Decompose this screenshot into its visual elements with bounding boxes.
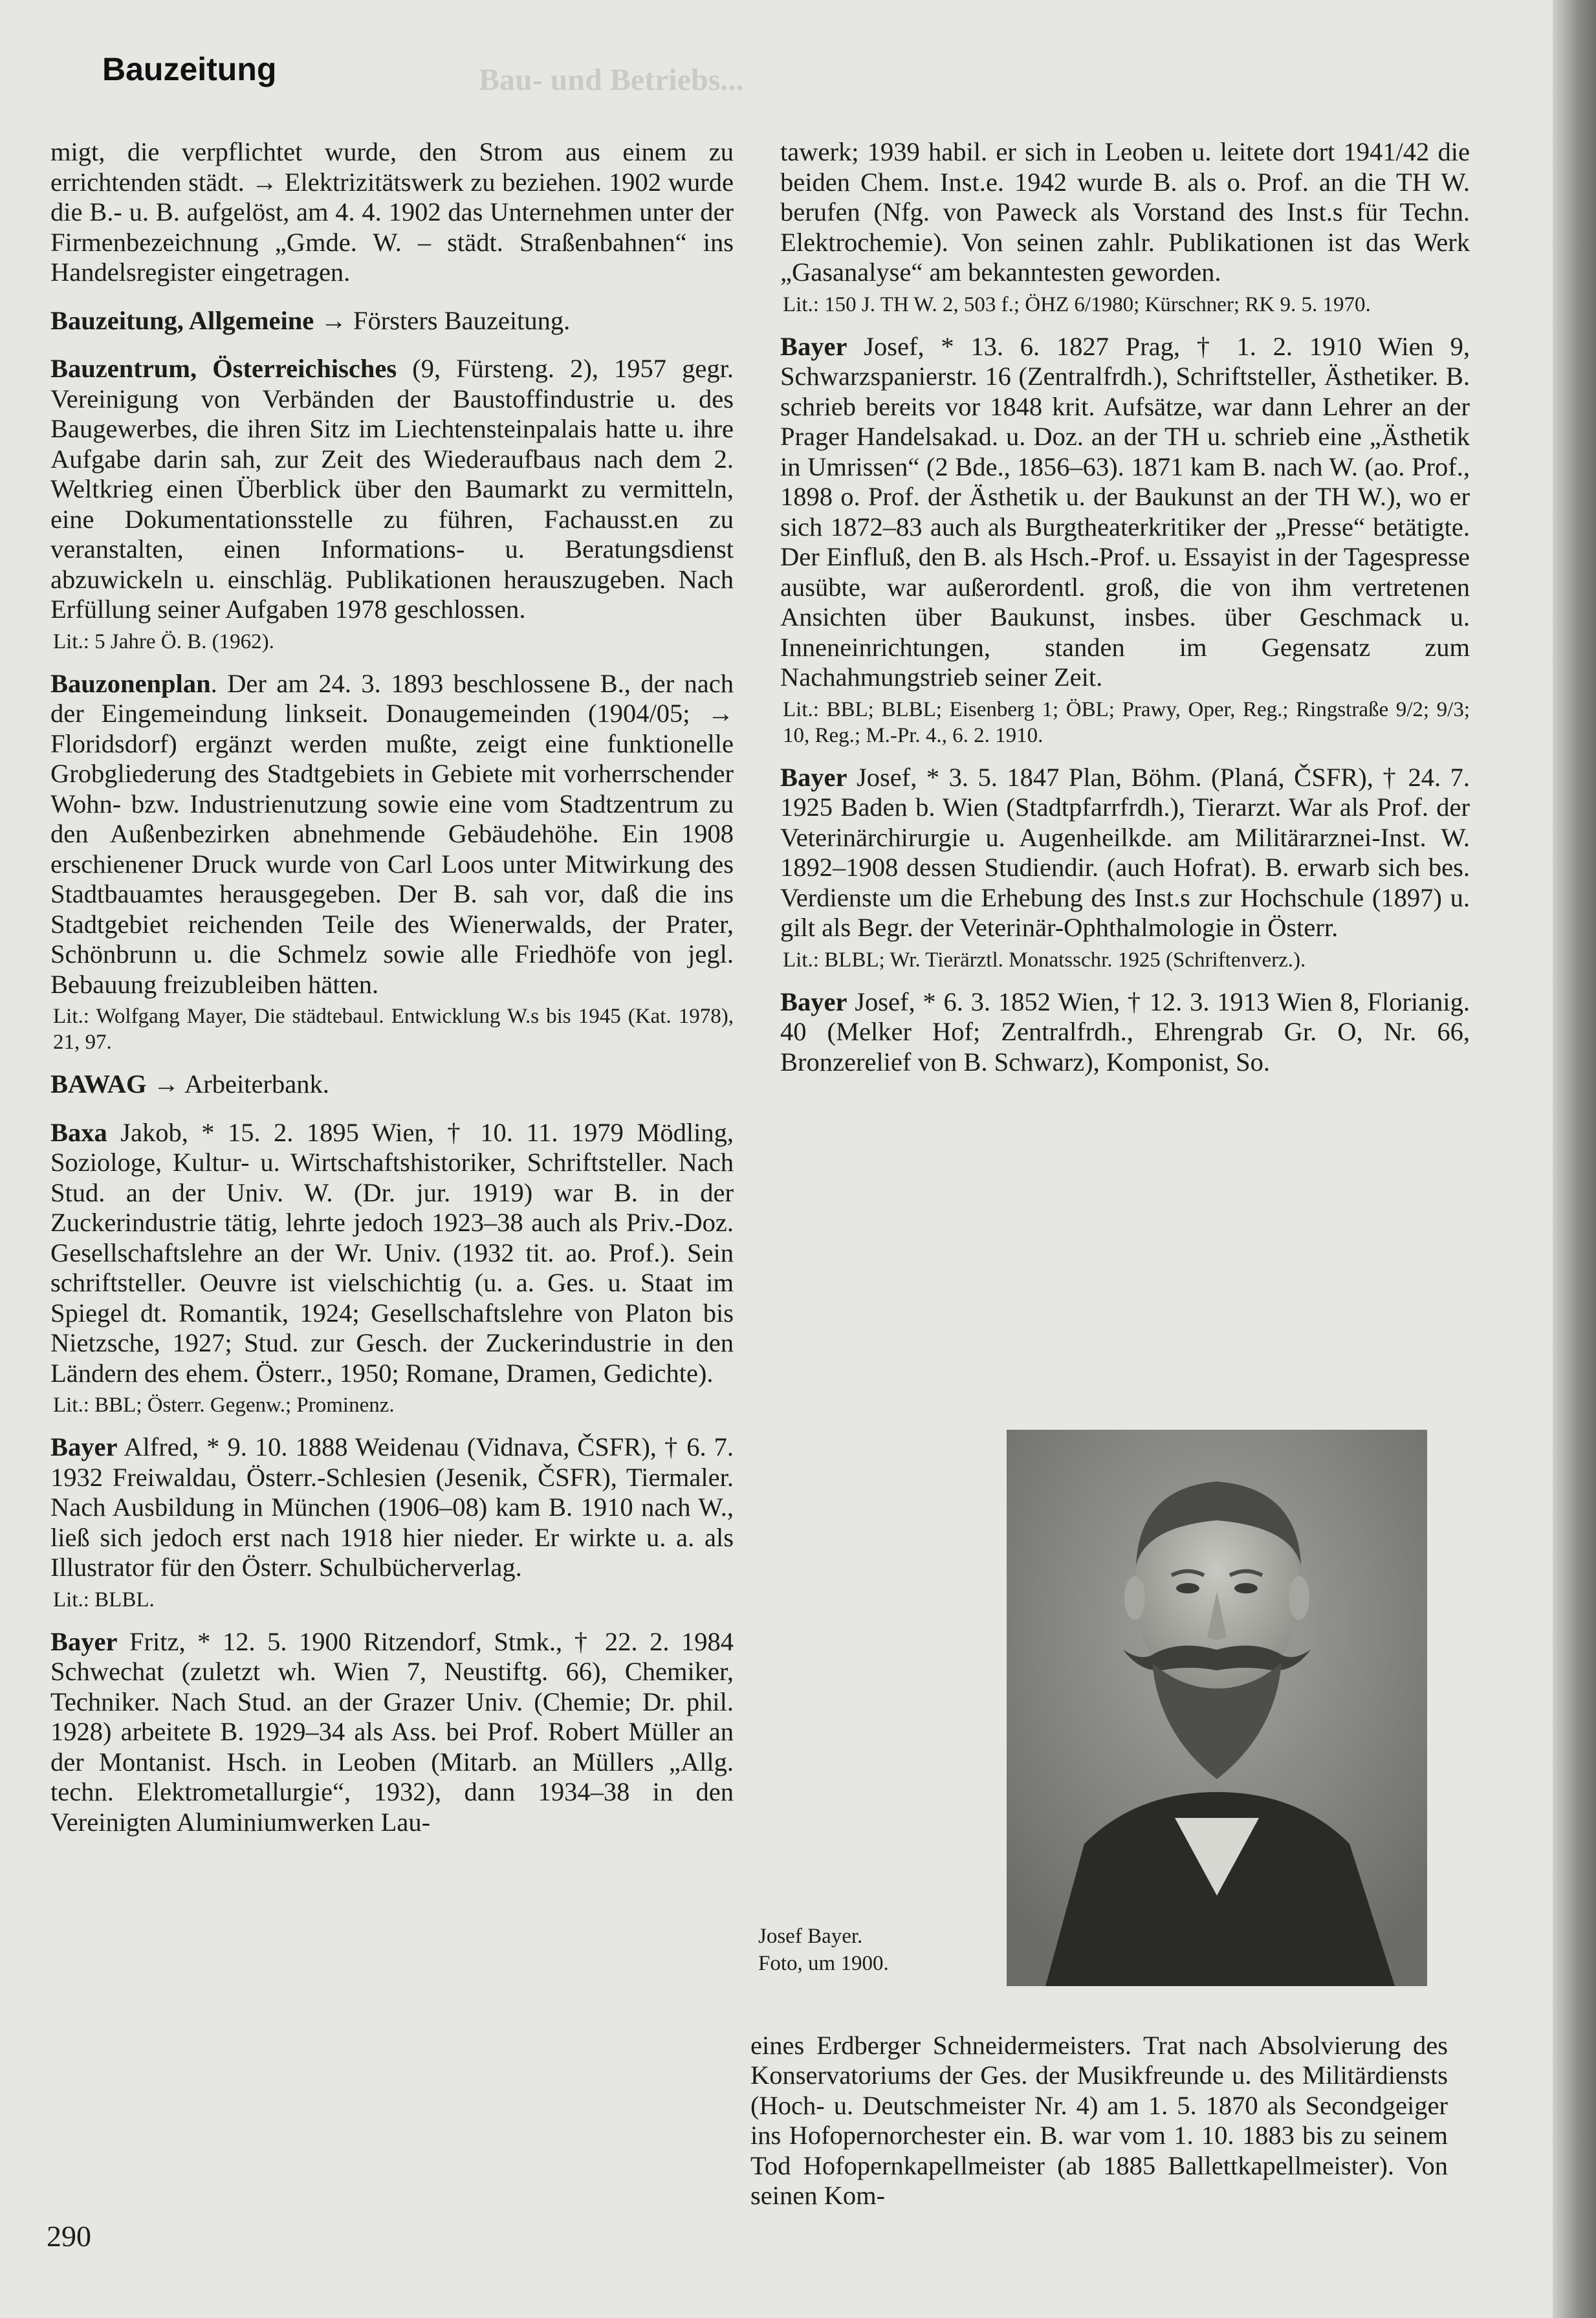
- entry-text: Josef, * 3. 5. 1847 Plan, Böhm. (Planá, ČSFR), † 24. 7. 1925 Baden b. Wien (Stadtpfarrfrdh.), Tierarzt. War als Prof. der Veterinärchirurgie u. Augenheilkde. am Militärarznei-Inst. W. 1892–1908 dessen Studiendir. (auch Hofrat). B. erwarb sich bes. Verdienste um die Erhebung des Inst.s zur Hochschule (1897) u. gilt als Begr. der Veterinär-Ophthalmologie in Österr.: [780, 762, 1470, 942]
- entry-text: Fritz, * 12. 5. 1900 Ritzendorf, Stmk., † 22. 2. 1984 Schwechat (zuletzt wh. Wien 7, Neustiftg. 66), Chemiker, Techniker. Nach Stud. an der Grazer Univ. (Chemie; Dr. phil. 1928) arbeitete B. 1929–34 als Ass. bei Prof. Robert Müller an der Montanist. Hsch. in Leoben (Mitarb. an Müllers „Allg. techn. Elektrometallurgie“, 1932), dann 1934–38 in den Vereinigten Aluminiumwerken Lau-: [50, 1626, 734, 1837]
- portrait-photo: [1007, 1430, 1427, 1986]
- literature-note: Lit.: BLBL.: [53, 1588, 155, 1612]
- entry-bayer-josef-1852: [780, 987, 1470, 1078]
- entry-text: (9, Fürsteng. 2), 1957 gegr. Vereinigung von Verbänden der Baustoffindustrie u. des Baugewerbes, die ihren Sitz im Liechtensteinpalais hatte u. ihre Aufgabe darin sah, zur Zeit des Wiederaufbaus nach dem 2. Weltkrieg einen Überblick über den Baumarkt zu vermitteln, eine Dokumentationsstelle zu führen, Fachausst.en zu veranstalten, einen Informations- u. Beratungsdienst abzuwickeln u. einschläg. Publikationen herauszugeben. Nach Erfüllung seiner Aufgaben 1978 geschlossen.: [50, 354, 734, 624]
- caption-line: Josef Bayer.: [758, 1925, 863, 1948]
- entry-headword: Bayer: [780, 331, 847, 361]
- entry-bauzeitung-allgemeine: [50, 306, 734, 336]
- literature-note: Lit.: BLBL; Wr. Tierärztl. Monatsschr. 1925 (Schriftenverz.).: [783, 948, 1306, 972]
- entry-text: Josef, * 13. 6. 1827 Prag, † 1. 2. 1910 Wien 9, Schwarzspanierstr. 16 (Zentralfrdh.), Schriftsteller, Ästhetiker. B. schrieb bereits vor 1848 krit. Aufsätze, war dann Lehrer an der Prager Handelsakad. u. Doz. an der TH u. schrieb eine „Ästhetik in Umrissen“ (2 Bde., 1856–63). 1871 kam B. nach W. (ao. Prof., 1898 o. Prof. der Ästhetik u. der Baukunst an der TH W.), wo er sich 1872–83 auch als Burgtheaterkritiker der „Presse“ betätigte. Der Einfluß, den B. als Hsch.-Prof. u. Essayist in der Tagespresse ausübte, war außerordentl. groß, die von ihm vertretenen Ansichten über Baukunst, insbes. über Geschmack u. Inneneinrichtungen, standen im Gegensatz zum Nachahmungstrieb seiner Zeit.: [780, 331, 1470, 692]
- page-number: 290: [47, 2220, 91, 2253]
- literature-note: Lit.: BBL; Österr. Gegenw.; Prominenz.: [53, 1394, 395, 1417]
- entry-text: Josef, * 6. 3. 1852 Wien, † 12. 3. 1913 Wien 8, Florianig. 40 (Melker Hof; Zentralfrdh., Ehrengrab Gr. O, Nr. 66, Bronzerelief von B. Schwarz), Komponist, So.: [780, 987, 1470, 1077]
- entry-text: Alfred, * 9. 10. 1888 Weidenau (Vidnava, ČSFR), † 6. 7. 1932 Freiwaldau, Österr.-Schlesien (Jesenik, ČSFR), Tiermaler. Nach Ausbildung in München (1906–08) kam B. 1910 nach W., ließ sich jedoch erst nach 1918 hier nieder. Er wirkte u. a. als Illustrator für den Österr. Schulbücherverlag.: [50, 1432, 734, 1582]
- entry-text: → Försters Bauzeitung.: [314, 305, 571, 335]
- literature-note: Lit.: BBL; BLBL; Eisenberg 1; ÖBL; Prawy, Oper, Reg.; Ringstraße 9/2; 9/3; 10, Reg.; M.-Pr. 4., 6. 2. 1910.: [783, 697, 1470, 747]
- entry-baxa-jakob: [50, 1118, 734, 1389]
- entry-headword: Baxa: [50, 1117, 107, 1147]
- entry-text: . Der am 24. 3. 1893 beschlossene B., der nach der Eingemeindung linkseit. Donaugemeinden (1904/05; → Floridsdorf) ergänzt werden mußte, zeigt eine funktionelle Grobgliederung des Stadtgebiets in Gebiete mit vorherrschender Wohn- bzw. Industrienutzung sowie eine vom Stadtzentrum zu den Außenbezirken abnehmende Gebäudehöhe. Ein 1908 erschienener Druck wurde von Carl Loos unter Mitwirkung des Stadtbauamtes herausgegeben. Der B. sah vor, daß die ins Stadtgebiet reichenden Teile des Wienerwalds, der Prater, Schönbrunn u. die Schmelz sowie alle Friedhöfe von jegl. Bebauung freizubleiben hätten.: [50, 668, 734, 999]
- running-header: Bauzeitung: [102, 51, 277, 87]
- continued-paragraph: tawerk; 1939 habil. er sich in Leoben u. leitete dort 1941/42 die beiden Chem. Inst.e. 1942 wurde B. als o. Prof. an die TH W. berufen (Nfg. von Paweck als Vorstand des Inst.s für Techn. Elektrochemie). Von seinen zahlr. Publikationen ist das Werk „Gasanalyse“ am bekanntesten geworden.: [780, 137, 1470, 287]
- entry-headword: BAWAG: [50, 1069, 147, 1099]
- right-column: [780, 137, 1470, 1081]
- bleed-through-text: Bau- und Betriebs...: [479, 63, 744, 97]
- entry-text: → Arbeiterbank.: [146, 1069, 329, 1099]
- literature-note: Lit.: 150 J. TH W. 2, 503 f.; ÖHZ 6/1980; Kürschner; RK 9. 5. 1970.: [783, 292, 1371, 316]
- entry-text: Jakob, * 15. 2. 1895 Wien, † 10. 11. 1979 Mödling, Soziologe, Kultur- u. Wirtschaftshistoriker, Schriftsteller. Nach Stud. an der Univ. W. (Dr. jur. 1919) war B. in der Zuckerindustrie tätig, lehrte jedoch 1923–38 auch als Priv.-Doz. Gesellschaftslehre an der Wr. Univ. (1932 tit. ao. Prof.). Sein schriftsteller. Oeuvre ist vielschichtig (u. a. Ges. u. Staat im Spiegel dt. Romantik, 1924; Gesellschaftslehre von Platon bis Nietzsche, 1927; Stud. zur Gesch. der Zuckerindustrie in den Ländern des ehem. Österr., 1950; Romane, Dramen, Gedichte).: [50, 1117, 734, 1388]
- photo-caption: [758, 1923, 991, 1977]
- entry-bawag: [50, 1069, 734, 1100]
- entry-headword: Bayer: [50, 1626, 118, 1656]
- portrait-illustration: [1007, 1430, 1427, 1986]
- entry-headword: Bauzeitung, Allgemeine: [50, 305, 314, 335]
- entry-bauzonenplan: [50, 669, 734, 1000]
- entry-bayer-josef-1847: [780, 763, 1470, 943]
- page-edge: [1553, 0, 1596, 2318]
- entry-bayer-fritz: [50, 1627, 734, 1838]
- left-column: [50, 137, 734, 1841]
- entry-headword: Bauzentrum, Österreichisches: [50, 354, 397, 383]
- entry-headword: Bayer: [780, 987, 847, 1016]
- entry-headword: Bauzonenplan: [50, 668, 211, 698]
- entry-bayer-josef-1827: [780, 332, 1470, 693]
- entry-headword: Bayer: [780, 762, 847, 792]
- continued-paragraph: migt, die verpflichtet wurde, den Strom aus einem zu errichtenden städt. → Elektrizitätswerk zu beziehen. 1902 wurde die B.- u. B. aufgelöst, am 4. 4. 1902 das Unternehmen unter der Firmenbezeichnung „Gmde. W. – städt. Straßenbahnen“ ins Handelsregister eingetragen.: [50, 137, 734, 287]
- literature-note: Lit.: 5 Jahre Ö. B. (1962).: [53, 629, 274, 653]
- entry-headword: Bayer: [50, 1432, 118, 1461]
- entry-bauzentrum: [50, 354, 734, 625]
- literature-note: Lit.: Wolfgang Mayer, Die städtebaul. Entwicklung W.s bis 1945 (Kat. 1978), 21, 97.: [53, 1005, 734, 1054]
- entry-bayer-alfred: [50, 1432, 734, 1583]
- continued-paragraph-bottom: eines Erdberger Schneidermeisters. Trat nach Absolvierung des Konservatoriums der Ges. der Musikfreunde u. des Militärdiensts (Hoch- u. Deutschmeister Nr. 4) am 1. 5. 1870 als Secondgeiger ins Hofopernorchester ein. B. war vom 1. 10. 1883 bis zu seinem Tod Hofopernkapellmeister (ab 1885 Ballettkapellmeister). Von seinen Kom-: [750, 2030, 1448, 2210]
- caption-line: Foto, um 1900.: [758, 1952, 889, 1975]
